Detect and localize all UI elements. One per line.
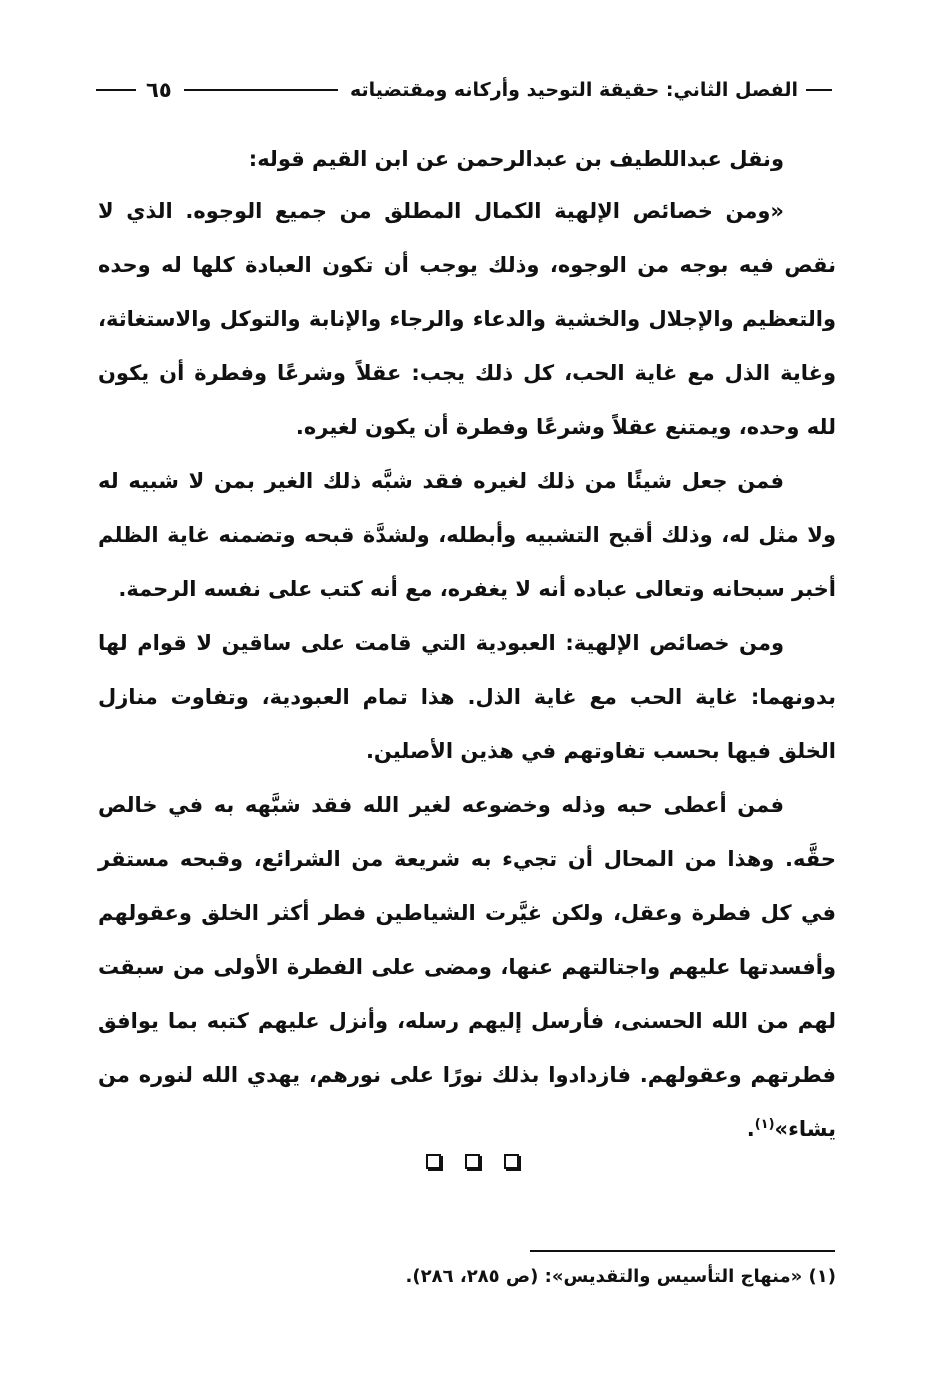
header-rule-left [96, 89, 136, 91]
paragraph-3: ومن خصائص الإلهية: العبودية التي قامت على ساقين لا قوام لها بدونهما: غاية الحب مع غاية الذل. هذا تمام العبودية، وتفاوت منازل الخلق فيها بحسب تفاوتهم في هذين الأصلين. [98, 631, 836, 763]
header-rule-right [806, 89, 832, 91]
paragraph-2: فمن جعل شيئًا من ذلك لغيره فقد شبَّه ذلك الغير بمن لا شبيه له ولا مثل له، وذلك أقبح التشبيه وأبطله، ولشدَّة قبحه وتضمنه غاية الظلم أخبر سبحانه وتعالى عباده أنه لا يغفره، مع أنه كتب على نفسه الرحمة. [98, 469, 836, 601]
chapter-title: الفصل الثاني: حقيقة التوحيد وأركانه ومقتضياته [349, 79, 798, 101]
ornament-square-icon [426, 1154, 441, 1169]
paragraph-4-text: فمن أعطى حبه وذله وخضوعه لغير الله فقد شبَّهه به في خالص حقَّه. وهذا من المحال أن تجيء به شريعة من الشرائع، وقبحه مستقر في كل فطرة وعقل، ولكن غيَّرت الشياطين فطر أكثر الخلق وعقولهم وأفسدتها عليهم واجتالتهم عنها، ومضى على الفطرة الأولى من سبقت لهم من الله الحسنى، فأرسل إليهم رسله، وأنزل عليهم كتبه بما يوافق فطرتهم وعقولهم. فازدادوا بذلك نورًا على نورهم، يهدي الله لنوره من يشاء» [98, 793, 836, 1141]
footnote: (١) «منهاج التأسيس والتقديس»: (ص ٢٨٥، ٢٨٦). [405, 1266, 836, 1287]
running-header [96, 70, 832, 110]
page-number: ٦٥ [146, 78, 172, 102]
paragraph-1: «ومن خصائص الإلهية الكمال المطلق من جميع الوجوه. الذي لا نقص فيه بوجه من الوجوه، وذلك يوجب أن تكون العبادة كلها له وحده والتعظيم والإجلال والخشية والدعاء والرجاء والإنابة والتوكل والاستغاثة، وغاية الذل مع غاية الحب، كل ذلك يجب: عقلاً وشرعًا وفطرة أن يكون لله وحده، ويمتنع عقلاً وشرعًا وفطرة أن يكون لغيره. [98, 199, 836, 439]
header-rule-middle [184, 89, 338, 91]
section-separator [0, 1154, 944, 1169]
main-text [98, 140, 836, 1156]
ornament-square-icon [504, 1154, 519, 1169]
closing-period: . [746, 1117, 755, 1141]
intro-line: ونقل عبداللطيف بن عبدالرحمن عن ابن القيم قوله: [248, 147, 784, 171]
footnote-marker: (١) [754, 1117, 775, 1132]
ornament-square-icon [465, 1154, 480, 1169]
paragraph-4 [98, 778, 836, 1156]
footnote-rule [530, 1250, 835, 1252]
